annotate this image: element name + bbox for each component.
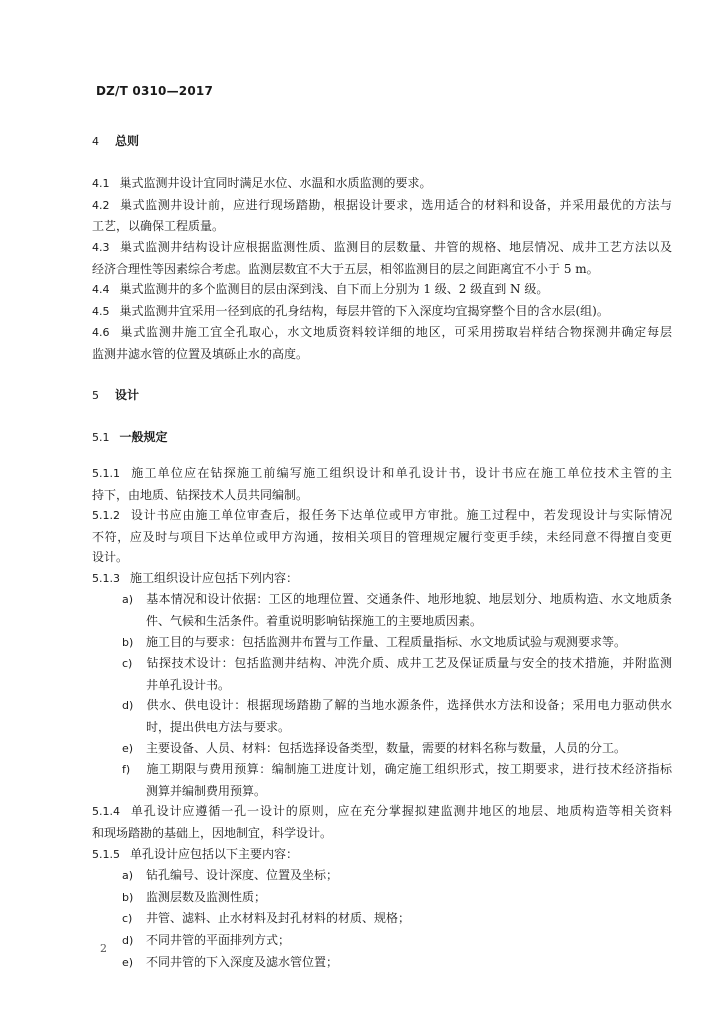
- list-item: a) 基本情况和设计依据：工区的地理位置、交通条件、地形地貌、地层划分、地质构造、水文地质条: [122, 592, 672, 607]
- list-item: e) 不同井管的下入深度及滤水管位置；: [122, 954, 339, 969]
- clause: 5.1.5 单孔设计应包括以下主要内容：: [92, 846, 299, 861]
- clause-continuation: 设计。: [92, 550, 129, 565]
- list-item: b) 施工目的与要求：包括监测井布置与工作量、工程质量指标、水文地质试验与观测要求等。: [122, 634, 627, 649]
- clause: 5.1.2 设计书应由施工单位审查后，报任务下达单位或甲方审批。施工过程中，若发现设计与实际情况: [92, 508, 672, 523]
- subsection-title: 一般规定: [119, 430, 168, 445]
- list-item-continuation: 测算并编制费用预算。: [146, 783, 267, 798]
- list-item: a) 钻孔编号、设计深度、位置及坐标；: [122, 868, 339, 883]
- subsection-number: 5.1: [92, 431, 110, 445]
- clause-continuation: 监测井滤水管的位置及填砾止水的高度。: [92, 346, 309, 361]
- clause: 4.6 巢式监测井施工宜全孔取心，水文地质资料较详细的地区，可采用捞取岩样结合物探测井确定每层: [92, 325, 672, 340]
- clause: 5.1.3 施工组织设计应包括下列内容：: [92, 570, 299, 585]
- list-item-continuation: 件、气候和生活条件。着重说明影响钻探施工的主要地质因素。: [146, 614, 483, 629]
- clause: 4.2 巢式监测井设计前，应进行现场踏勘，根据设计要求，选用适合的材料和设备，并采用最优的方法与: [92, 197, 672, 212]
- list-item-continuation: 井单孔设计书。: [146, 677, 231, 692]
- list-item: f) 施工期限与费用预算：编制施工进度计划，确定施工组织形式，按工期要求，进行技术经济指标: [122, 762, 672, 777]
- section-heading: [92, 385, 672, 407]
- section-heading: [92, 131, 672, 153]
- section-number: 5: [92, 389, 99, 403]
- list-item: d) 供水、供电设计：根据现场踏勘了解的当地水源条件，选择供水方法和设备；采用电力驱动供水: [122, 698, 672, 713]
- clause-continuation: 工艺，以确保工程质量。: [92, 219, 225, 234]
- page-content: [92, 131, 672, 973]
- clause: 4.4 巢式监测井的多个监测目的层由深到浅、自下而上分别为 1 级、2 级直到 N 级。: [92, 282, 549, 297]
- subsection-heading: [92, 427, 672, 449]
- section-title: 设计: [115, 388, 140, 403]
- list-item: d) 不同井管的平面排列方式；: [122, 932, 291, 947]
- clause-continuation: 经济合理性等因素综合考虑。监测层数宜不大于五层，相邻监测目的层之间距离宜不小于 5 m。: [92, 261, 599, 276]
- list-item: c) 井管、滤料、止水材料及封孔材料的材质、规格；: [122, 911, 411, 926]
- list-item: b) 监测层数及监测性质；: [122, 889, 267, 904]
- clause: 4.5 巢式监测井宜采用一径到底的孔身结构，每层井管的下入深度均宜揭穿整个目的含水层(组)。: [92, 303, 609, 318]
- clause-continuation: 和现场踏勘的基础上，因地制宜，科学设计。: [92, 826, 333, 840]
- clause: 5.1.4 单孔设计应遵循一孔一设计的原则，应在充分掌握拟建监测井地区的地层、地质构造等相关资料: [92, 804, 672, 819]
- clause-continuation: 不符，应及时与项目下达单位或甲方沟通，按相关项目的管理规定履行变更手续，未经同意不得擅自变更: [92, 529, 672, 544]
- list-item: e) 主要设备、人员、材料：包括选择设备类型，数量，需要的材料名称与数量，人员的分工。: [122, 740, 627, 755]
- clause: 4.1 巢式监测井设计宜同时满足水位、水温和水质监测的要求。: [92, 176, 432, 191]
- clause-continuation: 持下，由地质、钻探技术人员共同编制。: [92, 487, 309, 502]
- standard-code: DZ/T 0310—2017: [96, 84, 214, 98]
- section-number: 4: [92, 135, 99, 148]
- list-item-continuation: 时，提出供电方法与要求。: [146, 720, 291, 735]
- list-item: c) 钻探技术设计：包括监测井结构、冲洗介质、成井工艺及保证质量与安全的技术措施，并附监测: [122, 656, 672, 671]
- page-number: 2: [100, 942, 107, 955]
- clause: 5.1.1 施工单位应在钻探施工前编写施工组织设计和单孔设计书，设计书应在施工单位技术主管的主: [92, 465, 672, 480]
- clause: 4.3 巢式监测井结构设计应根据监测性质、监测目的层数量、井管的规格、地层情况、成井工艺方法以及: [92, 239, 672, 254]
- section-title: 总则: [115, 134, 140, 148]
